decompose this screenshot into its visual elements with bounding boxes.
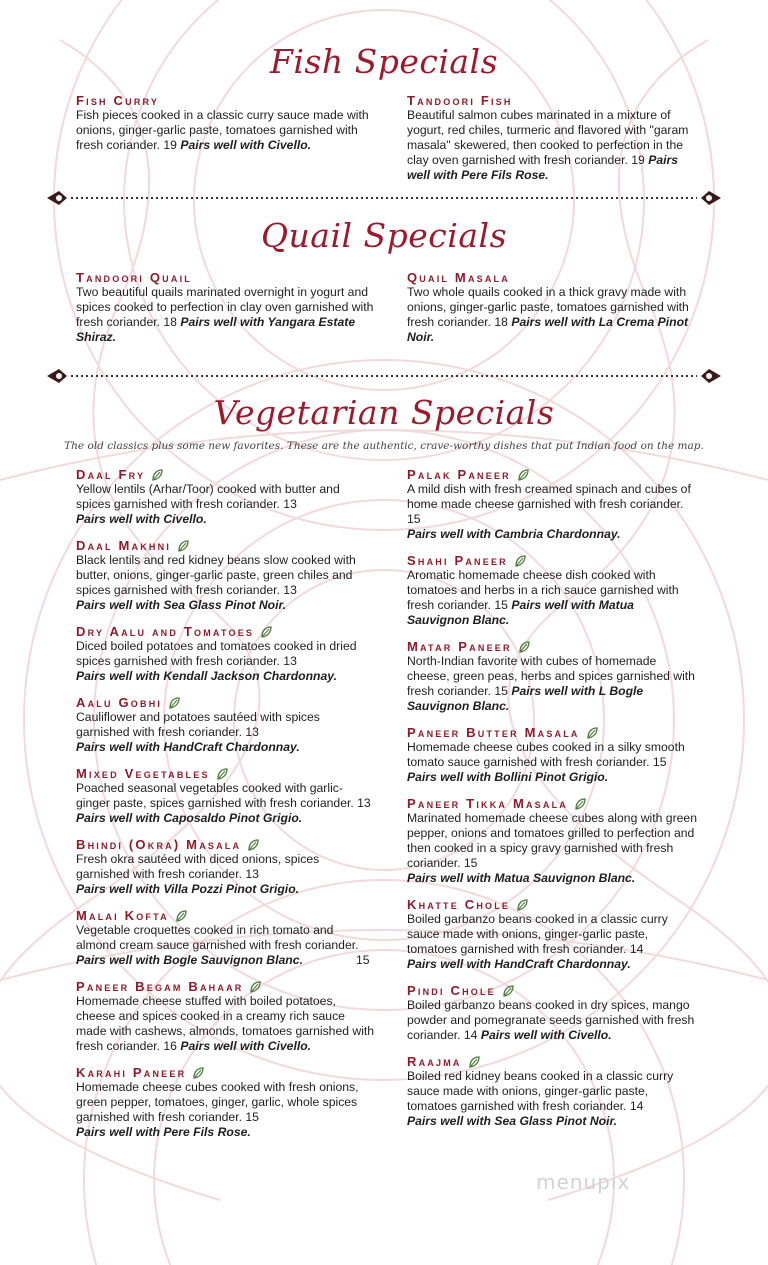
menu-item [76,624,376,684]
vegetarian-leaf-icon [177,540,189,552]
veg-right-column [407,467,699,1140]
item-name: Daal Fry [76,467,376,482]
menu-item [76,766,376,826]
menu-item [76,538,376,613]
vegetarian-leaf-icon [574,798,586,810]
item-description: Homemade cheese cubes cooked in a silky smooth tomato sauce garnished with fresh coriander. 15 Pairs well with Bollini Pinot Grigio. [407,740,685,784]
vegetarian-leaf-icon [518,641,530,653]
item-description: Boiled garbanzo beans cooked in dry spices, mango powder and pomegranate seeds garnished with fresh coriander. 14 Pairs well with Civello. [407,998,695,1042]
vegetarian-leaf-icon [192,1067,204,1079]
item-name: Raajma [407,1054,699,1069]
ornamental-divider [45,190,723,206]
vegetarian-leaf-icon [514,555,526,567]
item-name: Mixed Vegetables [76,766,376,781]
item-description: Fish pieces cooked in a classic curry sauce made with onions, ginger-garlic paste, tomatoes garnished with fresh coriander. 19 Pairs well with Civello. [76,108,369,152]
item-description: Boiled garbanzo beans cooked in a classic curry sauce made with onions, ginger-garlic paste, tomatoes garnished with fresh coriander. 14 Pairs well with HandCraft Chardonnay. [407,912,668,971]
vegetarian-leaf-icon [151,469,163,481]
ornamental-divider [45,368,723,384]
item-name: Dry Aalu and Tomatoes [76,624,376,639]
item-description: Yellow lentils (Arhar/Toor) cooked with butter and spices garnished with fresh coriander. 13 Pairs well with Civello. [76,482,340,526]
item-name: Malai Kofta [76,908,376,923]
menu-item [407,553,699,628]
vegetarian-leaf-icon [249,981,261,993]
fish-right-column [407,93,697,194]
vegetarian-leaf-icon [216,768,228,780]
item-description: Boiled red kidney beans cooked in a classic curry sauce made with onions, ginger-garlic paste, tomatoes garnished with fresh coriander. 14 Pairs well with Sea Glass Pinot Noir. [407,1069,674,1128]
quail-left-column [76,270,376,356]
item-price: 15 [356,953,370,967]
menu-item [407,725,699,785]
item-description: A mild dish with fresh creamed spinach and cubes of home made cheese garnished with fresh coriander. 15 Pairs well with Cambria Chardonnay. [407,482,691,541]
menu-item [407,796,699,886]
vegetarian-leaf-icon [168,697,180,709]
item-name: Matar Paneer [407,639,699,654]
watermark-text: menupix [536,1170,631,1194]
item-name: Karahi Paneer [76,1065,376,1080]
item-name: Bhindi (Okra) Masala [76,837,376,852]
vegetarian-leaf-icon [502,985,514,997]
menu-item [407,93,697,183]
vegetarian-leaf-icon [517,469,529,481]
item-name: Shahi Paneer [407,553,699,568]
item-description: Aromatic homemade cheese dish cooked with tomatoes and herbs in a rich sauce garnished with fresh coriander. 15 Pairs well with Matua Sauvignon Blanc. [407,568,679,627]
menu-item [76,467,376,527]
item-name: Paneer Begam Bahaar [76,979,376,994]
item-description: North-Indian favorite with cubes of homemade cheese, green peas, herbs and spices garnished with fresh coriander. 15 Pairs well with L Bogle Sauvignon Blanc. [407,654,695,713]
quail-specials-title: Quail Specials [260,216,508,255]
veg-left-column [76,467,376,1151]
vegetarian-leaf-icon [586,727,598,739]
menu-item [76,1065,376,1140]
menu-item [407,983,699,1043]
item-description: Homemade cheese stuffed with boiled potatoes, cheese and spices cooked in a creamy rich sauce made with cashews, almonds, tomatoes garnished with fresh coriander. 16 Pairs well with Civello. [76,994,375,1053]
item-description: Homemade cheese cubes cooked with fresh onions, green pepper, tomatoes, ginger, garlic, whole spices garnished with fresh coriander. 15 Pairs well with Pere Fils Rose. [76,1080,359,1139]
vegetarian-leaf-icon [175,910,187,922]
fish-specials-title: Fish Specials [269,42,499,81]
item-description: Two beautiful quails marinated overnight in yogurt and spices cooked to perfection in clay oven garnished with fresh coriander. 18 Pairs well with Yangara Estate Shiraz. [76,285,374,344]
item-description: Diced boiled potatoes and tomatoes cooked in dried spices garnished with fresh coriander. 13 Pairs well with Kendall Jackson Chardonnay. [76,639,357,683]
item-description: Two whole quails cooked in a thick gravy made with onions, ginger-garlic paste, tomatoes garnished with fresh coriander. 18 Pairs well with La Crema Pinot Noir. [407,285,689,344]
item-name: Paneer Butter Masala [407,725,699,740]
item-name: Fish Curry [76,93,160,108]
menu-item [76,93,376,153]
item-description: Black lentils and red kidney beans slow cooked with butter, onions, ginger-garlic paste, green chiles and spices garnished with fresh coriander. 13 Pairs well with Sea Glass Pinot Noir. [76,553,356,612]
vegetarian-leaf-icon [516,899,528,911]
item-name: Daal Makhni [76,538,376,553]
item-description: Marinated homemade cheese cubes along with green pepper, onions and tomatoes grilled to perfection and then cooked in a spicy gravy garnished with fresh coriander. 15 Pairs well with Matua Sauvignon Blanc. [407,811,697,885]
menu-item [76,908,376,968]
vegetarian-specials-title: Vegetarian Specials [213,393,555,432]
item-description: Fresh okra sautéed with diced onions, spices garnished with fresh coriander. 13 Pairs well with Villa Pozzi Pinot Grigio. [76,852,320,896]
item-name: Aalu Gobhi [76,695,376,710]
menu-item [76,270,376,345]
item-name: Khatte Chole [407,897,699,912]
item-description: Poached seasonal vegetables cooked with garlic-ginger paste, spices garnished with fresh coriander. 13 Pairs well with Caposaldo Pinot Grigio. [76,781,371,825]
menu-item [76,979,376,1054]
quail-right-column [407,270,697,356]
item-description: Cauliflower and potatoes sautéed with spices garnished with fresh coriander. 13 Pairs well with HandCraft Chardonnay. [76,710,320,754]
fish-left-column [76,93,376,164]
item-name: Paneer Tikka Masala [407,796,699,811]
menu-item [76,695,376,755]
menu-item [407,467,699,542]
menu-item [407,1054,699,1129]
menu-item [407,270,697,345]
menu-item [407,897,699,972]
item-name: Pindi Chole [407,983,699,998]
item-description: Vegetable croquettes cooked in rich tomato and almond cream sauce garnished with fresh coriander. Pairs well with Bogle Sauvignon Blanc. 15 [76,923,370,967]
item-name: Tandoori Quail [76,270,192,285]
item-name: Palak Paneer [407,467,699,482]
vegetarian-leaf-icon [247,839,259,851]
menu-item [76,837,376,897]
vegetarian-tagline: The old classics plus some new favorites. These are the authentic, crave-worthy dishes that put Indian food on the map. [64,440,704,452]
item-name: Tandoori Fish [407,93,513,108]
item-description: Beautiful salmon cubes marinated in a mixture of yogurt, red chiles, turmeric and flavored with "garam masala" skewered, then cooked to perfection in the clay oven garnished with fresh coriander. 19 Pairs well with Pere Fils Rose. [407,108,689,182]
menu-item [407,639,699,714]
item-name: Quail Masala [407,270,510,285]
vegetarian-leaf-icon [260,626,272,638]
vegetarian-leaf-icon [468,1056,480,1068]
